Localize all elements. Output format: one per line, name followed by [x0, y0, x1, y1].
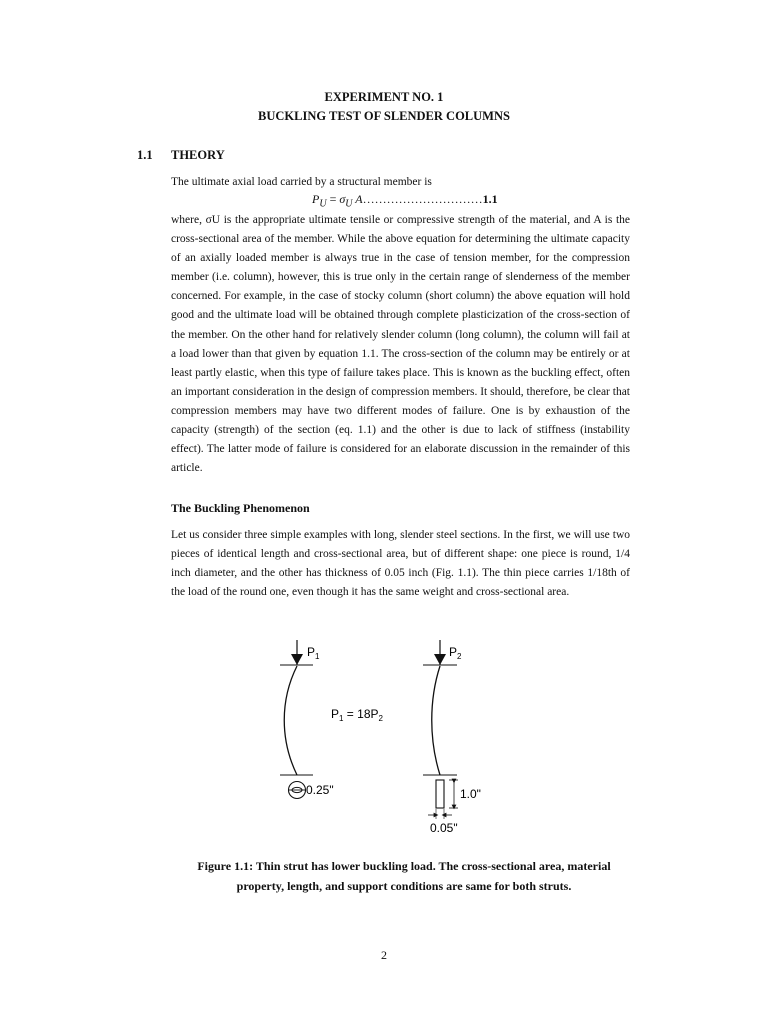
thin-strut — [423, 640, 481, 835]
eq-equals: = — [326, 192, 340, 206]
round-section-icon — [289, 782, 306, 799]
section-number: 1.1 — [137, 148, 153, 162]
theory-paragraph: where, σU is the appropriate ultimate tensile or compressive strength of the material, and A is the cross-sectional area of the member. While the above equation for determining the ultimate capacity of an axially loaded member is always true in the case of tension member, for the compression member (i.e. column), however, this is true only in the certain range of slenderness of the member concerned. For example, in the case of stocky column (short column) the above equation will hold good and the ultimate load will be obtained through complete plasticization of the cross-section of the member. On the other hand for relatively slender column (long column), the column will fail at a load lower than that given by equation 1.1. The cross-section of the column may be entirely or at least partly elastic, when this type of failure takes place. This is known as the buckling effect, often an important consideration in the design of compression members. It should, therefore, be clear that compression members may have two different modes of failure. One is by exhaustion of the capacity (strength) of the section (eq. 1.1) and the other is due to lack of stiffness (instability effect). The latter mode of failure is considered for an elaborate discussion in the remainder of this article. — [171, 214, 630, 475]
eq-number: 1.1 — [482, 192, 498, 206]
eq-lhs-sub: U — [319, 198, 327, 210]
equation-1-1 — [312, 192, 498, 209]
figure-caption: Figure 1.1: Thin strut has lower buckling load. The cross-sectional area, material property, length, and support conditions are same for both struts. — [197, 859, 611, 893]
eq-area: A — [352, 192, 363, 206]
eq-sigma-sub: U — [345, 198, 353, 210]
page-number: 2 — [381, 948, 387, 962]
round-strut — [280, 640, 334, 799]
eq-sigma: σ — [339, 192, 346, 206]
round-diameter-label: 0.25" — [306, 783, 334, 797]
rectangular-section-icon — [436, 780, 444, 808]
intro-paragraph: The ultimate axial load carried by a structural member is — [171, 176, 432, 188]
eq-lhs: P — [312, 192, 320, 206]
buckling-paragraph: Let us consider three simple examples with long, slender steel sections. In the first, we will use two pieces of identical length and cross-sectional area, but of different shape: one piece is round, 1/4 inch diameter, and the other has thickness of 0.05 inch (Fig. 1.1). The thin piece carries 1/18th of the load of the round one, even though it has the same weight and cross-sectional area. — [171, 529, 630, 599]
section-title: THEORY — [171, 148, 225, 162]
height-dim-label: 1.0" — [460, 787, 481, 801]
load-relation: $P_1 = 18P_2$ — [331, 707, 383, 723]
load-arrow-2-head — [434, 654, 446, 665]
experiment-title: EXPERIMENT NO. 1 — [324, 90, 444, 104]
eq-dots: ………………………… — [362, 192, 483, 206]
buckled-column-1 — [284, 666, 297, 775]
experiment-subtitle: BUCKLING TEST OF SLENDER COLUMNS — [258, 109, 510, 123]
load-label-1: $P_1$ — [307, 645, 320, 661]
buckled-column-2 — [432, 666, 440, 775]
thickness-dim-label: 0.05" — [430, 821, 458, 835]
subheading-buckling: The Buckling Phenomenon — [171, 501, 310, 515]
load-arrow-1-head — [291, 654, 303, 665]
load-label-2: $P_2$ — [449, 645, 462, 661]
